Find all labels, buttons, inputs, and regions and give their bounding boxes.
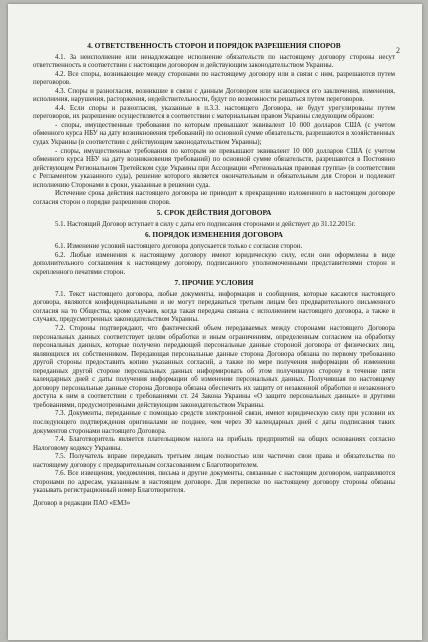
document-body: [33, 40, 395, 508]
paragraph-7-1: 7.1. Текст настоящего договора, любые документы, информация и сообщения, которые касаются настоящего договора, являются конфиденциальными и не могут передаваться третьим лицам без предварительного письменного согласия на то Общества, кроме случаев, когда такая передача связана с исполнением настоящего договора, а также в случаях, предусмотренных законодательством Украины.: [33, 290, 395, 324]
paragraph-6-2: 6.2. Любые изменения к настоящему договору имеют юридическую силу, если они оформлены в виде дополнительного соглашения к настоящему договору, подписанного уполномоченными представителями сторон и скрепленного печатями сторон.: [33, 251, 395, 276]
document-page: [8, 4, 422, 640]
paragraph-7-3: 7.3. Документы, переданные с помощью средств электронной связи, имеют юридическую силу при условии их последующего подтверждения оригиналами не позднее, чем через 30 календарных дней с даты подписания таких документов сторонами настоящего Договора.: [33, 410, 395, 435]
paragraph-7-6: 7.6. Все извещения, уведомления, письма и другие документы, связанные с настоящим договором, направляются сторонами по адресам, указанным в настоящем договоре. Для переписке по настоящему договору стороны обязаны указывать регистрационный номер Благотворителя.: [33, 470, 395, 495]
paragraph-4-1: 4.1. За неисполнение или ненадлежащее исполнение обязательств по настоящему договору стороны несут ответственность в соответствии с настоящим договором и действующим законодательством Украины.: [33, 53, 395, 70]
paragraph-4-4-item-2: - споры, имущественные требования по которым не превышают эквивалент 10 000 долларов США (с учетом обменного курса НБУ на дату возникновения требований) по основной сумме обязательств, разрешаются в Постоянно действующем Региональном Третейском суде Украины при Ассоциации «Региональная правовая группа» (в соответствии с Регламентом указанного суда), решение которого является окончательным и обязательным для Сторон и подлежит исполнению Сторонами в сроки, указанные в решении суда.: [33, 147, 395, 189]
page-number: 2: [396, 46, 400, 55]
section-6-title: 6. ПОРЯДОК ИЗМЕНЕНИЯ ДОГОВОРА: [144, 230, 283, 240]
section-4-title: 4. ОТВЕТСТВЕННОСТЬ СТОРОН И ПОРЯДОК РАЗРЕШЕНИЯ СПОРОВ: [87, 41, 341, 50]
paragraph-4-3: 4.3. Споры и разногласия, возникшие в связи с данным Договором или касающиеся его заключения, изменения, исполнения, нарушения, расторжения, недействительности, будут по возможности решаться путем переговоров.: [33, 87, 395, 104]
section-5-title: 5. СРОК ДЕЙСТВИЯ ДОГОВОРА: [156, 208, 272, 218]
footer-note: Договор в редакции ПАО «ЕМЗ»: [33, 499, 131, 507]
section-7-title: 7. ПРОЧИЕ УСЛОВИЯ: [174, 278, 254, 288]
paragraph-6-1: 6.1. Изменение условий настоящего договора допускается только с согласия сторон.: [55, 243, 303, 251]
paragraph-7-5: 7.5. Получатель вправе передавать третьим лицам полностью или частично свои права и обязательства по настоящему договору с предварительным согласованием с Благотворителем.: [33, 453, 395, 469]
paragraph-5-1: 5.1. Настоящий Договор вступает в силу с даты его подписания сторонами и действует до 31.12.2015г.: [55, 220, 356, 228]
paragraph-4-2: 4.2. Все споры, возникающие между сторонами по настоящему договору или в связи с ним, разрешаются путем переговоров.: [33, 70, 395, 87]
paragraph-7-2: 7.2. Стороны подтверждают, что фактический объем передаваемых между сторонами настоящего Договора персональных данных соответствует целям обработки и иным ограничениям, определенным согласием на обработку персональных данных, которые получено передающей персональные данные стороной договора от физических лиц, являющихся их собственником. Передающая персональные данные сторона Договора обязана по первому требованию другой стороны предоставить копию указанных согласий, а также по мере получения информации об изменении переданных другой стороне персональных данных информировать об этом получившую сторону в течение пяти календарных дней с даты получения информации об изменении персональных данных. Получившая по настоящему договору персональные данные сторона Договора обязана обеспечить их защиту от незаконной обработки и незаконного доступа к ним в соответствии с требованиями ст. 24 Закона Украины «О защите персональных данных» и другими требованиями, предусмотренными действующим законодательством Украины.: [33, 324, 395, 409]
paragraph-7-4: 7.4. Благотворитель является плательщиком налога на прибыль предприятий на общих основаниях согласно Налоговому кодексу Украины.: [33, 436, 395, 452]
paragraph-4-5: Истечение срока действия настоящего договора не приводит к прекращению изложенного в настоящем договоре согласия сторон о порядке разрешения споров.: [33, 190, 395, 206]
paragraph-4-4: 4.4. Если споры и разногласия, указанные в п.3.3. настоящего Договора, не будут урегулированы путем переговоров, их разрешение осуществляется в соответствии с материальным правом Украины следующим образом:: [33, 104, 395, 121]
paragraph-4-4-item-1: - споры, имущественные требования по которым превышают эквивалент 10 000 долларов США (с учетом обменного курса НБУ на дату возникновения требований) по основной сумме обязательств, разрешаются в хозяйственных судах Украины (в соответствии с действующим законодательством Украины);: [33, 121, 395, 147]
